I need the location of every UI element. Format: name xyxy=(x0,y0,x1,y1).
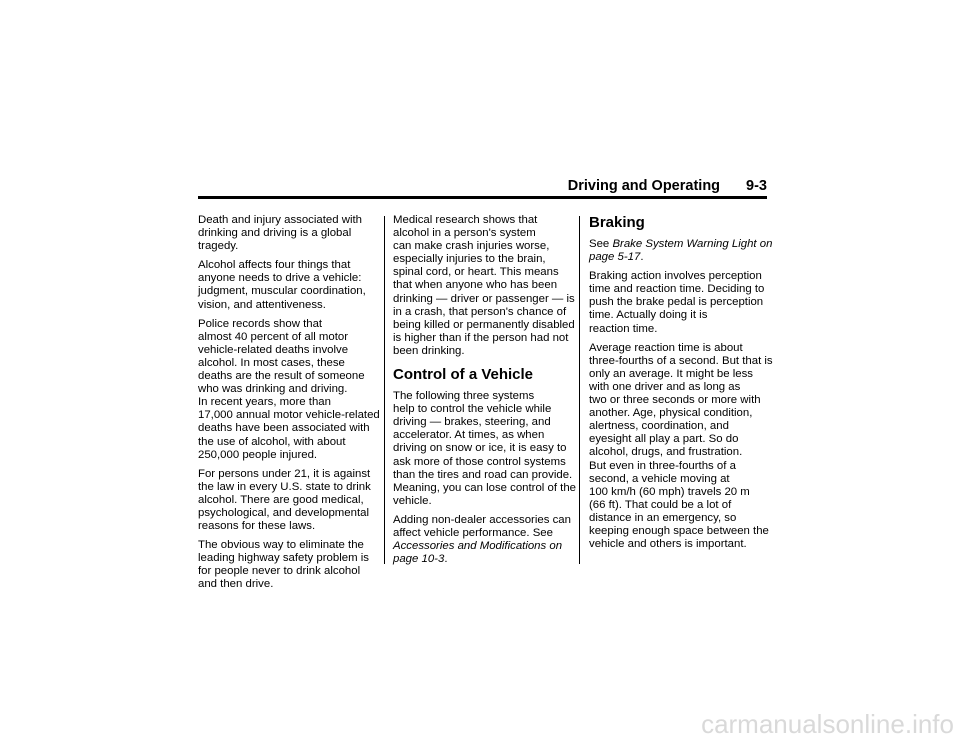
text-line: and then drive. xyxy=(198,578,274,591)
header-rule xyxy=(198,196,767,199)
page-number: 9-3 xyxy=(746,178,767,194)
text-line: being killed or permanently disabled xyxy=(393,318,575,331)
text-line: alcohol. In most cases, these xyxy=(198,356,345,369)
text-line: Average reaction time is about xyxy=(589,341,743,354)
text-line: ask more of those control systems xyxy=(393,455,566,468)
section-title: Driving and Operating xyxy=(567,178,721,194)
text-line: deaths have been associated with xyxy=(198,422,370,435)
body-paragraph xyxy=(198,317,380,462)
text-line: In recent years, more than xyxy=(198,396,331,409)
text-line: is higher than if the person had not xyxy=(393,331,569,344)
cross-reference-link[interactable]: Brake System Warning Light on xyxy=(612,238,773,250)
body-paragraph xyxy=(198,214,376,253)
text-line: psychological, and developmental xyxy=(198,506,369,519)
text-line: alcohol. There are good medical, xyxy=(198,493,364,506)
text-line: alcohol in a person's system xyxy=(393,227,536,240)
header-title xyxy=(568,178,767,194)
accessories-paragraph xyxy=(393,514,573,566)
watermark-text: carmanualsonline.info xyxy=(701,709,954,739)
page-header xyxy=(198,178,767,196)
text-line: spinal cord, or heart. This means xyxy=(393,266,559,279)
text-line: reasons for these laws. xyxy=(198,520,316,533)
cross-reference-link[interactable]: Accessories and Modifications on xyxy=(393,540,563,553)
text-line: Braking action involves perception xyxy=(589,270,762,283)
text-line: time. Actually doing it is xyxy=(589,309,708,322)
text-line: especially injuries to the brain, xyxy=(393,253,546,266)
text-line: with one driver and as long as xyxy=(589,380,741,393)
text-line: affect vehicle performance. See xyxy=(393,526,553,539)
text-line: another. Age, physical condition, xyxy=(589,407,753,420)
text-line: anyone needs to drive a vehicle: xyxy=(198,272,362,285)
text-line: almost 40 percent of all motor xyxy=(198,330,349,343)
column-3 xyxy=(589,214,773,557)
text-line: alertness, coordination, and xyxy=(589,420,729,433)
text-line: (66 ft). That could be a lot of xyxy=(589,498,732,511)
column-divider xyxy=(384,216,385,564)
text-line: Alcohol affects four things that xyxy=(198,259,351,272)
text-line: help to control the vehicle while xyxy=(393,403,552,416)
body-paragraph xyxy=(589,270,769,335)
text-line: for people never to drink alcohol xyxy=(198,565,361,578)
text-line: the use of alcohol, with about xyxy=(198,435,346,448)
text-line: 250,000 people injured. xyxy=(198,448,318,461)
text-line: in a crash, that person's chance of xyxy=(393,305,567,318)
text-line: Death and injury associated with xyxy=(198,214,362,226)
text-line: been drinking. xyxy=(393,344,465,357)
text-line: drinking — driver or passenger — is xyxy=(393,292,575,305)
text-line: push the brake pedal is perception xyxy=(589,296,764,309)
text-line: driving on snow or ice, it is easy to xyxy=(393,442,567,455)
text-line: deaths are the result of someone xyxy=(198,370,365,383)
text-line: But even in three-fourths of a xyxy=(589,459,736,472)
text-line: than the tires and road can provide. xyxy=(393,468,573,481)
period: . xyxy=(444,553,448,566)
text-line: Meaning, you can lose control of the xyxy=(393,481,576,494)
column-1 xyxy=(198,214,380,598)
text-line: reaction time. xyxy=(589,322,658,335)
body-paragraph xyxy=(589,341,773,552)
period: . xyxy=(640,251,644,264)
text-line: second, a vehicle moving at xyxy=(589,472,730,485)
column-divider xyxy=(579,216,580,564)
section-heading-control: Control of a Vehicle xyxy=(393,366,534,384)
cross-reference-link[interactable]: page 5-17 xyxy=(589,251,641,264)
text-line: 17,000 annual motor vehicle-related xyxy=(198,409,380,422)
body-paragraph xyxy=(198,539,376,591)
text-line: vehicle-related deaths involve xyxy=(198,343,349,356)
text-line: distance in an emergency, so xyxy=(589,511,737,524)
text-line: eyesight all play a part. So do xyxy=(589,433,739,446)
text-line: who was drinking and driving. xyxy=(198,383,348,396)
text-line: driving — brakes, steering, and xyxy=(393,416,551,429)
text-line: can make crash injuries worse, xyxy=(393,240,550,253)
intro-paragraph xyxy=(393,214,573,358)
text-line: alcohol, drugs, and frustration. xyxy=(589,446,743,459)
text-line: 100 km/h (60 mph) travels 20 m xyxy=(589,485,750,498)
body-paragraph xyxy=(393,390,576,508)
body-paragraph xyxy=(198,259,376,311)
text-line: Medical research shows that xyxy=(393,214,538,226)
text-line: vehicle. xyxy=(393,494,432,507)
text-line: two or three seconds or more with xyxy=(589,394,761,407)
text-line: the law in every U.S. state to drink xyxy=(198,480,371,493)
text-line: vision, and attentiveness. xyxy=(198,298,326,311)
text-line: time and reaction time. Deciding to xyxy=(589,283,765,296)
cross-reference-link[interactable]: page 10-3 xyxy=(393,553,445,566)
text-line: leading highway safety problem is xyxy=(198,552,369,565)
see-label: See xyxy=(589,238,613,250)
text-line: only an average. It might be less xyxy=(589,367,753,380)
text-line: vehicle and others is important. xyxy=(589,538,747,551)
see-reference-paragraph xyxy=(589,238,773,264)
text-line: Adding non-dealer accessories can xyxy=(393,513,571,526)
text-line: judgment, muscular coordination, xyxy=(198,285,366,298)
text-line: The following three systems xyxy=(393,390,535,403)
braking-paragraphs xyxy=(589,270,773,551)
text-line: that when anyone who has been xyxy=(393,279,558,292)
text-line: tragedy. xyxy=(198,240,239,253)
section-heading-braking: Braking xyxy=(589,214,645,231)
body-paragraph xyxy=(198,468,376,533)
text-line: accelerator. At times, as when xyxy=(393,429,545,442)
text-line: keeping enough space between the xyxy=(589,524,769,537)
text-line: three-fourths of a second. But that is xyxy=(589,354,773,367)
text-line: For persons under 21, it is against xyxy=(198,467,371,480)
column-2 xyxy=(393,214,576,572)
text-line: Police records show that xyxy=(198,317,323,330)
text-line: drinking and driving is a global xyxy=(198,227,352,240)
text-line: The obvious way to eliminate the xyxy=(198,539,364,552)
